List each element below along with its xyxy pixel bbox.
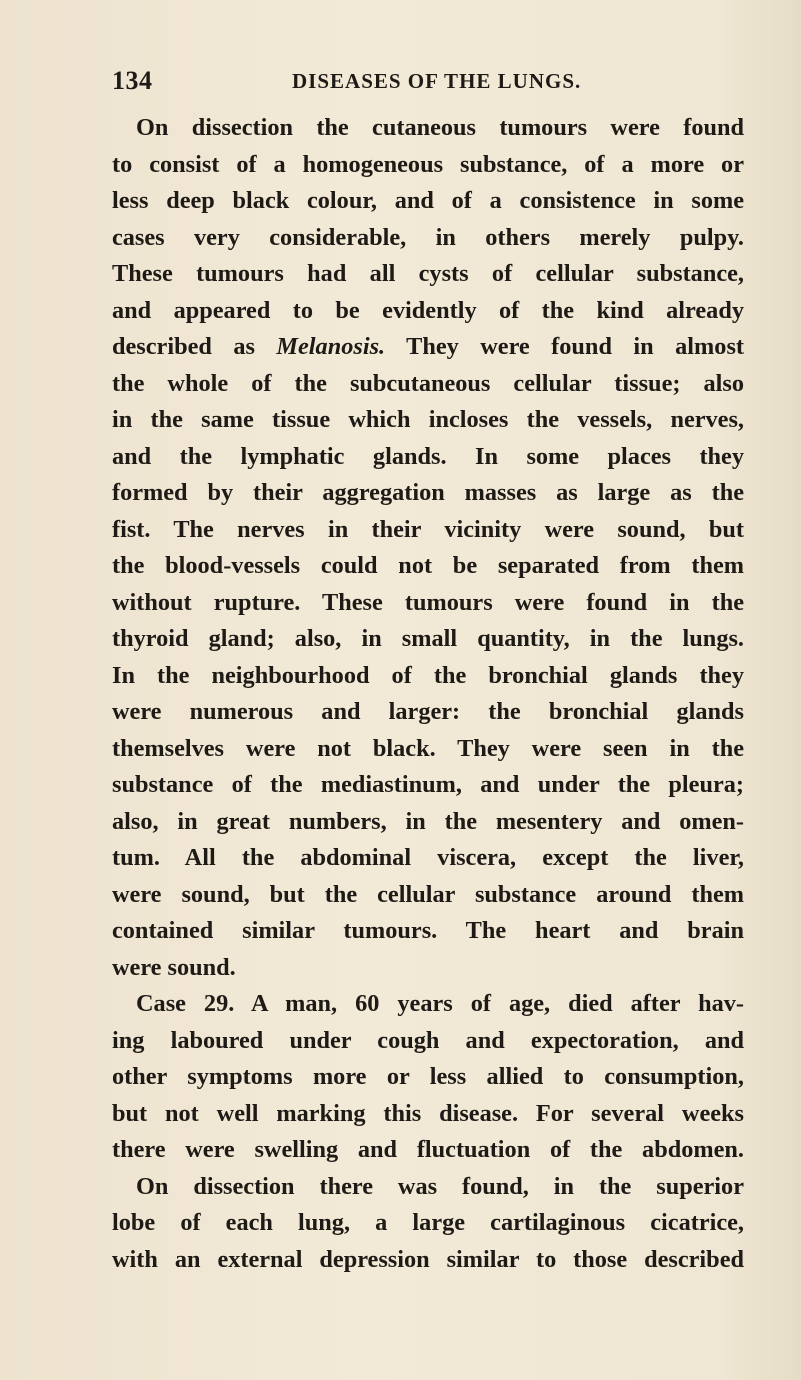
text-line: contained similar tumours. The heart and brain bbox=[112, 917, 744, 944]
text-line: and appeared to be evidently of the kind already bbox=[112, 296, 744, 324]
text-line: formed by their aggregation masses as large as the bbox=[112, 479, 744, 506]
text-line: lobe of each lung, a large cartilaginous cicatrice, bbox=[112, 1209, 744, 1236]
text-segment: They were found in almost bbox=[385, 333, 744, 360]
text-line: in the same tissue which incloses the vessels, nerves, bbox=[112, 406, 744, 433]
text-segment: described as bbox=[112, 333, 255, 360]
text-line: and the lymphatic glands. In some places they bbox=[112, 442, 744, 470]
body-text bbox=[112, 110, 744, 1278]
text-line: On dissection the cutaneous tumours were found bbox=[136, 114, 744, 141]
text-line: tum. All the abdominal viscera, except the liver, bbox=[112, 844, 744, 871]
text-line: were sound. bbox=[112, 953, 236, 981]
text-line: were numerous and larger: the bronchial glands bbox=[112, 698, 744, 725]
running-head: DISEASES OF THE LUNGS. bbox=[292, 69, 582, 93]
page-header bbox=[112, 66, 744, 96]
text-line: themselves were not black. They were seen in the bbox=[112, 734, 744, 762]
text-line: the whole of the subcutaneous cellular tissue; also bbox=[112, 369, 744, 397]
text-line: In the neighbourhood of the bronchial glands they bbox=[112, 661, 744, 689]
text-line: without rupture. These tumours were found in the bbox=[112, 588, 744, 616]
text-line: the blood-vessels could not be separated from them bbox=[112, 552, 744, 579]
text-line: ing laboured under cough and expectoration, and bbox=[112, 1026, 744, 1054]
text-line: other symptoms more or less allied to consumption, bbox=[112, 1063, 744, 1090]
text-line: were sound, but the cellular substance around them bbox=[112, 880, 744, 908]
text-line: there were swelling and fluctuation of the abdomen. bbox=[112, 1136, 744, 1163]
text-line: fist. The nerves in their vicinity were sound, but bbox=[112, 515, 744, 543]
text-line bbox=[112, 329, 744, 366]
text-line: with an external depression similar to those described bbox=[112, 1245, 744, 1273]
text-line: cases very considerable, in others merely pulpy. bbox=[112, 223, 744, 251]
text-line: On dissection there was found, in the superior bbox=[136, 1172, 744, 1200]
italic-term: Melanosis. bbox=[276, 333, 386, 360]
text-line: substance of the mediastinum, and under the pleura; bbox=[112, 771, 744, 798]
text-line: Case 29. A man, 60 years of age, died after hav- bbox=[136, 990, 744, 1017]
page-number: 134 bbox=[112, 66, 153, 95]
text-line: but not well marking this disease. For several weeks bbox=[112, 1099, 744, 1127]
text-line: to consist of a homogeneous substance, of a more or bbox=[112, 150, 744, 178]
text-line: These tumours had all cysts of cellular substance, bbox=[112, 260, 744, 287]
text-line: less deep black colour, and of a consistence in some bbox=[112, 187, 744, 214]
text-line: also, in great numbers, in the mesentery and omen- bbox=[112, 807, 744, 835]
text-line: thyroid gland; also, in small quantity, in the lungs. bbox=[112, 625, 744, 652]
